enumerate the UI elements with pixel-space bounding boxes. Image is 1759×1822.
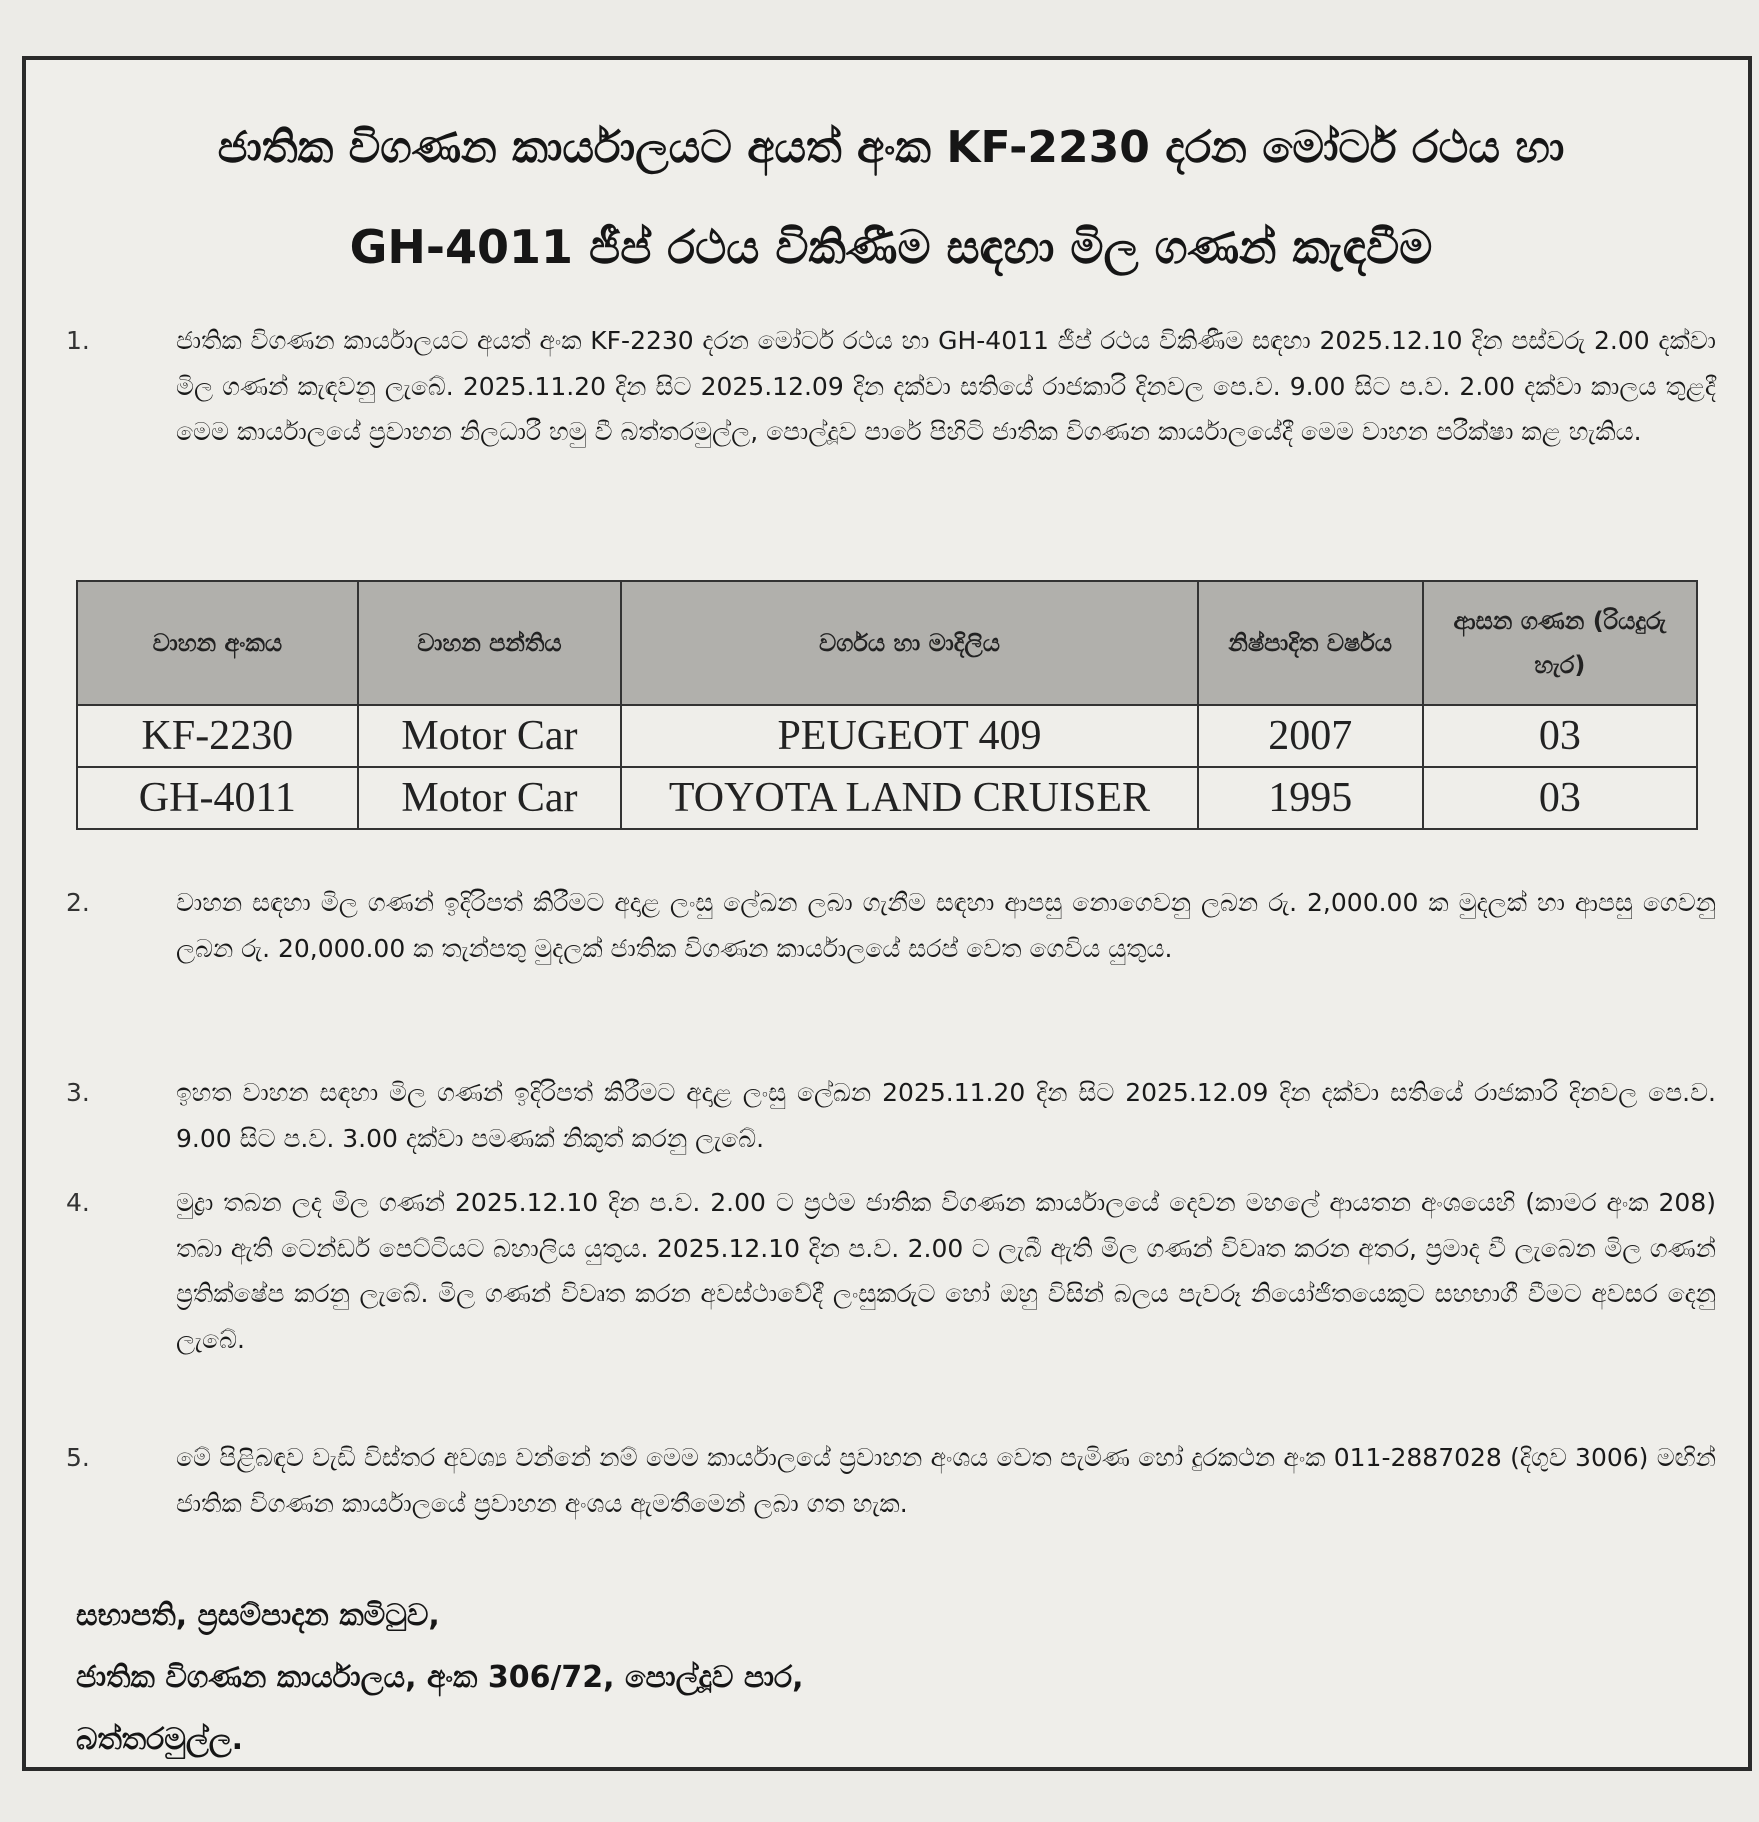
paragraph-text: වාහන සඳහා මිල ගණන් ඉදිරිපත් කිරීමට අදාළ ලංසු ලේඛන ලබා ගැනීම සඳහා ආපසු නොගෙවනු ලබන රු. 2,000.00 ක මුදලක් හා ආපසු ගෙවනු ලබන රු. 20,000.00 ක තැන්පතු මුදලක් ජාතික විගණන කාර්යාලයේ සරප් වෙත ගෙවිය යුතුය. (176, 888, 1716, 963)
paragraph-number: 5. (66, 1443, 90, 1472)
table-header-row (77, 581, 1697, 705)
cell-seats: 03 (1423, 767, 1697, 829)
cell-make-model: TOYOTA LAND CRUISER (621, 767, 1197, 829)
cell-seats: 03 (1423, 705, 1697, 767)
paragraph-text: මුද්‍රා තබන ලද මිල ගණන් 2025.12.10 දින ප.ව. 2.00 ට ප්‍රථම ජාතික විගණන කාර්යාලයේ දෙවන මහලේ ආයතන අංශයෙහි (කාමර අංක 208) තබා ඇති ටෙන්ඩර් පෙට්ටියට බහාලිය යුතුය. 2025.12.10 දින ප.ව. 2.00 ට ලැබී ඇති මිල ගණන් විවෘත කරන අතර, ප්‍රමාද වී ලැබෙන මිල ගණන් ප්‍රතික්ෂේප කරනු ලැබේ. මිල ගණන් විවෘත කරන අවස්ථාවේදී ලංසුකරුට හෝ ඔහු විසින් බලය පැවරූ නියෝජිතයෙකුට සහභාගී වීමට අවසර දෙනු ලැබේ. (176, 1188, 1716, 1354)
table-row (77, 705, 1697, 767)
cell-vehicle-number: GH-4011 (77, 767, 358, 829)
paragraph-number: 3. (66, 1078, 90, 1107)
paragraph-text: ජාතික විගණන කාර්යාලයට අයත් අංක KF-2230 දරන මෝටර් රථය හා GH-4011 ජීප් රථය විකිණීම සඳහා 2025.12.10 දින පස්වරු 2.00 දක්වා මිල ගණන් කැඳවනු ලැබේ. 2025.11.20 දින සිට 2025.12.09 දින දක්වා සතියේ රාජකාරි දිනවල පෙ.ව. 9.00 සිට ප.ව. 2.00 දක්වා කාලය තුළදී මෙම කාර්යාලයේ ප්‍රවාහන නිලධාරී හමු වී බත්තරමුල්ල, පොල්දූව පාරේ පිහිටි ජාතික විගණන කාර්යාලයේදී මෙම වාහන පරීක්ෂා කළ හැකිය. (176, 326, 1716, 446)
vehicle-table (76, 580, 1698, 830)
paragraph-text: මේ පිළිබඳව වැඩි විස්තර අවශ්‍ය වන්නේ නම් මෙම කාර්යාලයේ ප්‍රවාහන අංශය වෙත පැමිණ හෝ දුරකථන අංක 011-2887028 (දිගුව 3006) මඟින් ජාතික විගණන කාර්යාලයේ ප්‍රවාහන අංශය ඇමතීමෙන් ලබා ගත හැක. (176, 1443, 1716, 1518)
header-make-model: වර්ගය හා මාදිලිය (621, 581, 1197, 705)
paragraph-number: 2. (66, 888, 90, 917)
cell-vehicle-class: Motor Car (358, 767, 622, 829)
cell-year: 2007 (1198, 705, 1423, 767)
cell-vehicle-class: Motor Car (358, 705, 622, 767)
cell-year: 1995 (1198, 767, 1423, 829)
table-row (77, 767, 1697, 829)
cell-vehicle-number: KF-2230 (77, 705, 358, 767)
notice-title-line2: GH-4011 ජීප් රථය විකිණීම සඳහා මිල ගණන් කැඳවීම (349, 220, 1433, 274)
header-vehicle-class: වාහන පන්තිය (358, 581, 622, 705)
signature-line-3: බත්තරමුල්ල. (76, 1722, 244, 1757)
notice-title-line1: ජාතික විගණන කාර්යාලයට අයත් අංක KF-2230 දරන මෝටර් රථය හා (217, 122, 1565, 173)
header-year: නිෂ්පාදිත වර්ෂය (1198, 581, 1423, 705)
paragraph-number: 4. (66, 1188, 90, 1217)
signature-line-2: ජාතික විගණන කාර්යාලය, අංක 306/72, පොල්දූව පාර, (76, 1660, 804, 1695)
signature-line-1: සභාපති, ප්‍රසම්පාදන කමිටුව, (76, 1598, 440, 1633)
paragraph-text: ඉහත වාහන සඳහා මිල ගණන් ඉදිරිපත් කිරීමට අදාළ ලංසු ලේඛන 2025.11.20 දින සිට 2025.12.09 දින දක්වා සතියේ රාජකාරි දිනවල පෙ.ව. 9.00 සිට ප.ව. 3.00 දක්වා පමණක් නිකුත් කරනු ලැබේ. (176, 1078, 1716, 1153)
paragraph-number: 1. (66, 326, 90, 355)
cell-make-model: PEUGEOT 409 (621, 705, 1197, 767)
header-vehicle-number: වාහන අංකය (77, 581, 358, 705)
header-seats: ආසන ගණන (රියදුරු හැර) (1423, 581, 1697, 705)
notice-box (22, 56, 1752, 1771)
